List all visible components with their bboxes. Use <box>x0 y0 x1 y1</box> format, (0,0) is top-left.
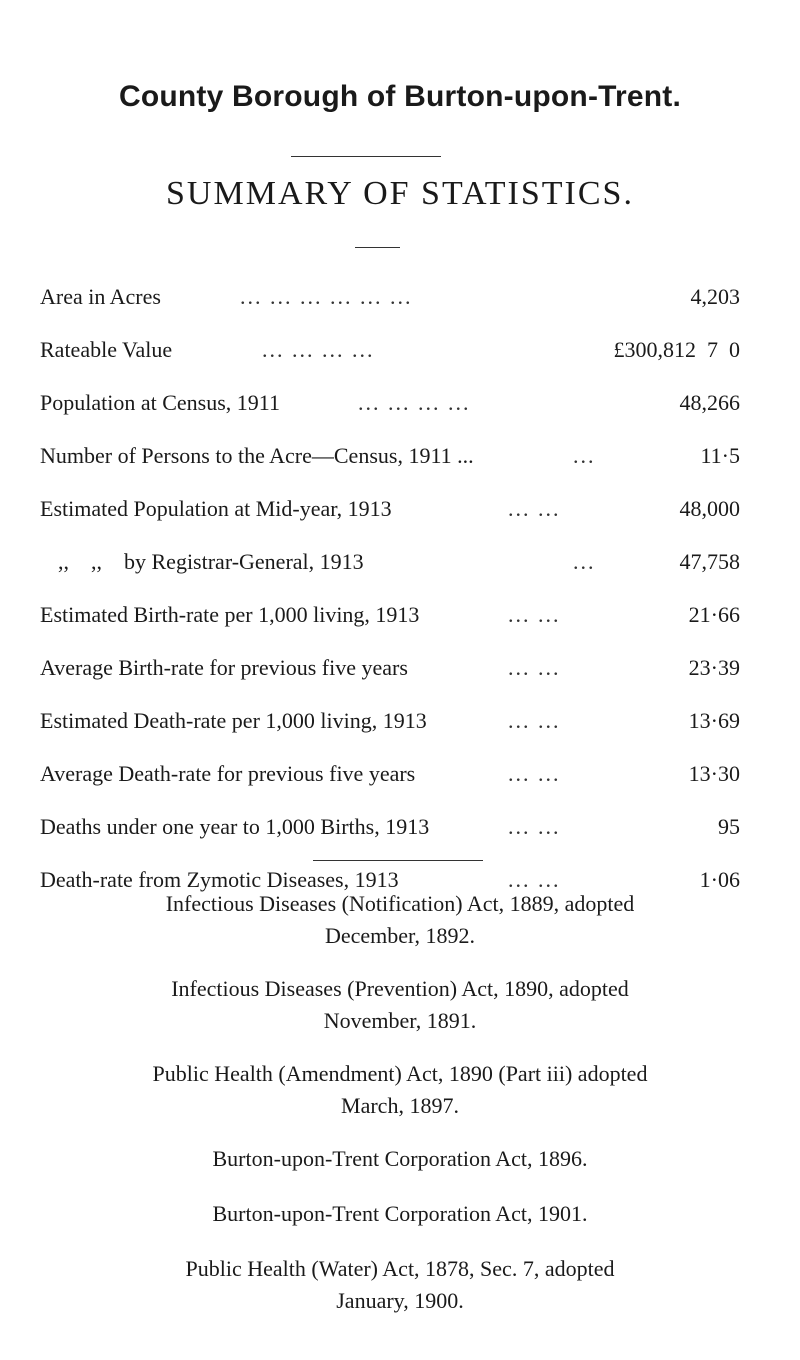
stat-label: Population at Census, 1911 <box>40 390 280 415</box>
act-date: November, 1891. <box>323 1008 477 1033</box>
stat-label: ,, ,, by Registrar-General, 1913 <box>58 549 364 574</box>
act-entry <box>70 1253 730 1317</box>
stat-row-estimated-population <box>40 494 740 547</box>
stat-value: 4,203 <box>690 284 740 309</box>
stat-value: 1·06 <box>699 867 740 892</box>
stat-label: Number of Persons to the Acre—Census, 1911 ... <box>40 443 474 468</box>
act-entry <box>70 973 730 1037</box>
stat-label: Estimated Population at Mid-year, 1913 <box>40 496 392 521</box>
stat-value: 47,758 <box>679 549 740 574</box>
stat-value: 11·5 <box>700 443 740 468</box>
stat-row-rateable-value <box>40 335 740 388</box>
document-title: County Borough of Burton-upon-Trent. <box>118 80 682 113</box>
stat-value: 21·66 <box>688 602 740 627</box>
act-entry <box>70 1198 730 1230</box>
act-title: Infectious Diseases (Prevention) Act, 1890, adopted <box>171 976 629 1001</box>
stat-row-infant-deaths <box>40 812 740 865</box>
stat-label: Deaths under one year to 1,000 Births, 1913 <box>40 814 430 839</box>
subtitle-divider <box>355 247 400 248</box>
stat-row-average-death-rate <box>40 759 740 812</box>
leader-dots: ... ... <box>508 602 561 627</box>
stat-row-area <box>40 282 740 335</box>
act-date: December, 1892. <box>324 923 475 948</box>
stat-row-birth-rate <box>40 600 740 653</box>
act-date: March, 1897. <box>341 1093 459 1118</box>
stat-label: Rateable Value <box>40 337 173 362</box>
statistics-list <box>40 282 740 918</box>
leader-dots: ... ... <box>508 655 561 680</box>
stat-value: 48,000 <box>679 496 740 521</box>
leader-dots: ... ... ... ... <box>358 390 471 415</box>
summary-heading: SUMMARY OF STATISTICS. <box>166 175 634 212</box>
leader-dots: ... ... ... ... <box>262 337 375 362</box>
stat-row-death-rate <box>40 706 740 759</box>
leader-dots: ... ... <box>508 496 561 521</box>
act-title: Infectious Diseases (Notification) Act, 1889, adopted <box>165 891 635 916</box>
stat-label: Average Birth-rate for previous five years <box>40 655 408 680</box>
stat-label: Death-rate from Zymotic Diseases, 1913 <box>40 867 399 892</box>
stat-row-persons-per-acre <box>40 441 740 494</box>
stat-label: Estimated Birth-rate per 1,000 living, 1913 <box>40 602 420 627</box>
stat-value: 13·69 <box>688 708 740 733</box>
leader-dots: ... ... <box>508 708 561 733</box>
stat-label: Average Death-rate for previous five years <box>40 761 416 786</box>
stat-label: Area in Acres <box>40 284 161 309</box>
act-title: Burton-upon-Trent Corporation Act, 1901. <box>212 1201 588 1226</box>
act-title: Public Health (Amendment) Act, 1890 (Part iii) adopted <box>152 1061 648 1086</box>
stat-value: 23·39 <box>688 655 740 680</box>
stat-value: £300,812 7 0 <box>613 337 740 362</box>
act-title: Public Health (Water) Act, 1878, Sec. 7, adopted <box>185 1256 615 1281</box>
act-entry <box>70 1058 730 1122</box>
act-entry <box>70 1143 730 1175</box>
leader-dots: ... ... ... ... ... ... <box>240 284 413 309</box>
stat-row-average-birth-rate <box>40 653 740 706</box>
act-title: Burton-upon-Trent Corporation Act, 1896. <box>212 1146 588 1171</box>
leader-dots: ... <box>573 443 596 468</box>
stat-value: 95 <box>718 814 740 839</box>
stat-label: Estimated Death-rate per 1,000 living, 1913 <box>40 708 427 733</box>
leader-dots: ... ... <box>508 867 561 892</box>
acts-list <box>70 888 730 1338</box>
stat-value: 48,266 <box>679 390 740 415</box>
leader-dots: ... ... <box>508 761 561 786</box>
stat-value: 13·30 <box>688 761 740 786</box>
act-entry <box>70 888 730 952</box>
acts-divider <box>313 860 483 861</box>
title-divider <box>291 156 441 157</box>
leader-dots: ... <box>573 549 596 574</box>
act-date: January, 1900. <box>336 1288 464 1313</box>
leader-dots: ... ... <box>508 814 561 839</box>
stat-row-population-census <box>40 388 740 441</box>
stat-row-registrar-general <box>40 547 740 600</box>
